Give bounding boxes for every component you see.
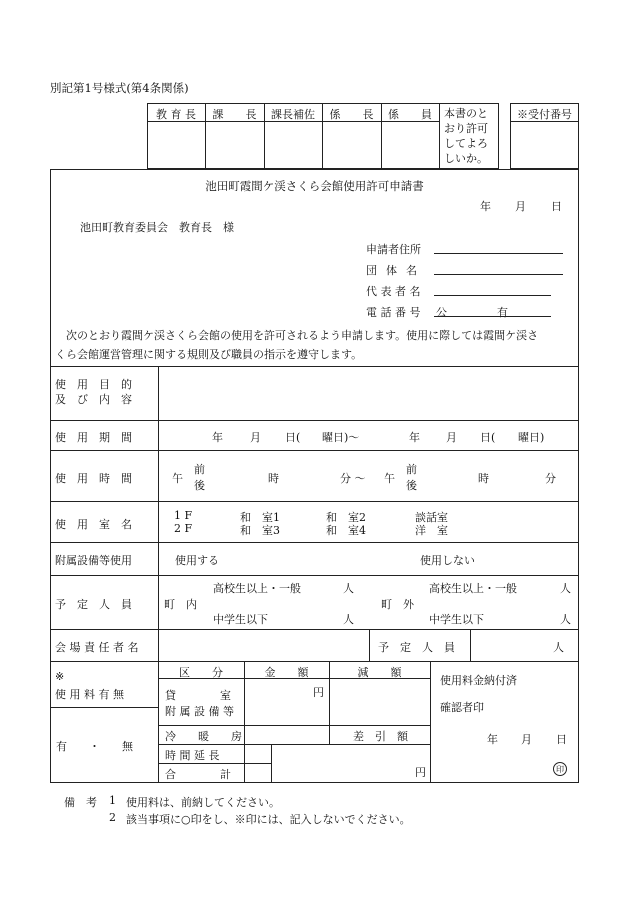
intro-text: 次のとおり霞間ケ渓さくら会館の使用を許可されるよう申請します。使用に際しては霞間ケ渓さ くら会館運営管理に関する規則及び職員の指示を遵守します。 (55, 329, 539, 361)
fee-col-amount: 金 額 (264, 666, 309, 679)
room-floor-1: 1 F (174, 509, 193, 522)
fee-yes-no[interactable]: 有 ・ 無 (56, 740, 133, 753)
confirm-day: 日 (556, 733, 567, 746)
period-label: 使 用 期 間 (55, 431, 132, 444)
period-end-weekday: 曜日) (518, 431, 545, 444)
room-lounge[interactable]: 談話室 (415, 511, 448, 524)
equipment-no-use[interactable]: 使用しない (420, 554, 475, 567)
applicant-rep-label: 代 表 者 名 (366, 285, 421, 298)
approval-col-deputy-chief: 課長補佐 (271, 108, 315, 121)
fee-confirmer: 確認者印 (440, 701, 484, 714)
inside-junior-label: 中学生以下 (213, 613, 268, 626)
period-end-month: 月 (446, 431, 457, 444)
applicant-org-field[interactable] (434, 274, 563, 275)
applicant-phone-field[interactable] (434, 316, 551, 317)
purpose-label: 使 用 目 的 及 び 内 容 (55, 378, 132, 406)
period-end-day: 日( (480, 431, 496, 444)
applicant-rep-field[interactable] (434, 295, 551, 296)
approval-col-staff: 係 員 (388, 108, 432, 121)
outside-junior-unit: 人 (560, 613, 571, 626)
form-title: 池田町霞間ケ渓さくら会館使用許可申請書 (205, 179, 424, 193)
applicant-address-label: 申請者住所 (366, 243, 421, 256)
phone-public: 公 (436, 306, 447, 319)
time-end-pm: 後 (406, 479, 417, 492)
time-start-min: 分 〜 (340, 472, 366, 485)
room-washitsu-3[interactable]: 和 室3 (240, 524, 280, 537)
time-start-am: 前 (194, 463, 205, 476)
equipment-use[interactable]: 使用する (175, 554, 219, 567)
room-washitsu-1[interactable]: 和 室1 (240, 511, 280, 524)
fee-paid: 使用料金納付済 (440, 674, 517, 687)
manager-field[interactable] (160, 631, 367, 659)
addressee: 池田町教育委員会 教育長 様 (80, 221, 234, 234)
time-start-pm: 後 (194, 479, 205, 492)
form-reference: 別記第1号様式(第4条関係) (50, 81, 189, 95)
time-end-am: 前 (406, 463, 417, 476)
manager-label: 会 場 責 任 者 名 (55, 641, 139, 654)
outside-adult-unit: 人 (560, 582, 571, 595)
fee-label: 使 用 料 有 無 (55, 688, 124, 701)
receipt-number-label: ※受付番号 (517, 108, 572, 121)
fee-aircon: 冷 暖 房 (165, 730, 242, 743)
remarks-text-1: 使用料は、前納してください。 (126, 796, 280, 809)
equipment-label: 附属設備等使用 (55, 554, 132, 567)
fee-col-category: 区 分 (179, 666, 223, 679)
time-end-min: 分 (545, 472, 556, 485)
applicant-phone-label: 電 話 番 号 (366, 306, 421, 319)
period-start-weekday: 曜日)〜 (322, 431, 360, 444)
fee-balance: 差 引 額 (353, 730, 408, 743)
confirm-year: 年 (487, 733, 498, 746)
fee-balance-yen: 円 (415, 766, 426, 779)
inside-adult-label: 高校生以上・一般 (213, 582, 301, 595)
room-washitsu-2[interactable]: 和 室2 (326, 511, 366, 524)
planned-people-unit: 人 (553, 641, 564, 654)
period-end-year: 年 (409, 431, 420, 444)
fee-mark: ※ (55, 670, 65, 683)
town-outside: 町 外 (381, 598, 414, 611)
remarks-num-1: 1 (109, 794, 116, 807)
remarks-label: 備 考 (64, 796, 97, 809)
remarks-num-2: 2 (109, 811, 116, 824)
inside-junior-unit: 人 (343, 613, 354, 626)
fee-room-yen: 円 (313, 686, 324, 699)
planned-people-label: 予 定 人 員 (378, 641, 455, 654)
time-start-hour: 時 (268, 472, 279, 485)
room-washitsu-4[interactable]: 和 室4 (326, 524, 366, 537)
approval-col-subsection-chief: 係 長 (329, 108, 374, 121)
remarks-text-2: 該当事項に○印をし、※印には、記入しないでください。 (126, 813, 411, 826)
phone-yes: 有 (497, 306, 508, 319)
time-start-noon: 午 (172, 472, 183, 485)
room-label: 使 用 室 名 (55, 518, 132, 531)
fee-equipment: 附 属 設 備 等 (165, 705, 234, 718)
seal-mark: 印 (553, 762, 567, 776)
time-end-noon: 午 (384, 472, 395, 485)
period-start-year: 年 (212, 431, 223, 444)
fee-extension: 時 間 延 長 (165, 749, 220, 762)
approval-col-superintendent: 教 育 長 (156, 108, 196, 121)
fee-col-reduction: 減 額 (357, 666, 402, 679)
people-label: 予 定 人 員 (55, 598, 132, 611)
time-end-hour: 時 (478, 472, 489, 485)
date-month: 月 (515, 200, 526, 213)
town-inside: 町 内 (164, 598, 197, 611)
outside-adult-label: 高校生以上・一般 (429, 582, 517, 595)
approval-col-section-chief: 課 長 (212, 108, 257, 121)
purpose-field[interactable] (160, 368, 576, 418)
inside-adult-unit: 人 (343, 582, 354, 595)
date-day: 日 (551, 200, 562, 213)
time-label: 使 用 時 間 (55, 472, 132, 485)
applicant-address-field[interactable] (434, 253, 563, 254)
room-western[interactable]: 洋 室 (415, 524, 448, 537)
approval-note: 本書のと おり許可 してよろ しいか。 (444, 107, 488, 165)
period-start-day: 日( (285, 431, 301, 444)
period-start-month: 月 (250, 431, 261, 444)
date-year: 年 (480, 200, 491, 213)
confirm-month: 月 (521, 733, 532, 746)
applicant-org-label: 団 体 名 (366, 264, 420, 277)
outside-junior-label: 中学生以下 (429, 613, 484, 626)
fee-room: 貸 室 (165, 689, 231, 702)
fee-total: 合 計 (165, 768, 231, 781)
room-floor-2: 2 F (174, 522, 193, 535)
